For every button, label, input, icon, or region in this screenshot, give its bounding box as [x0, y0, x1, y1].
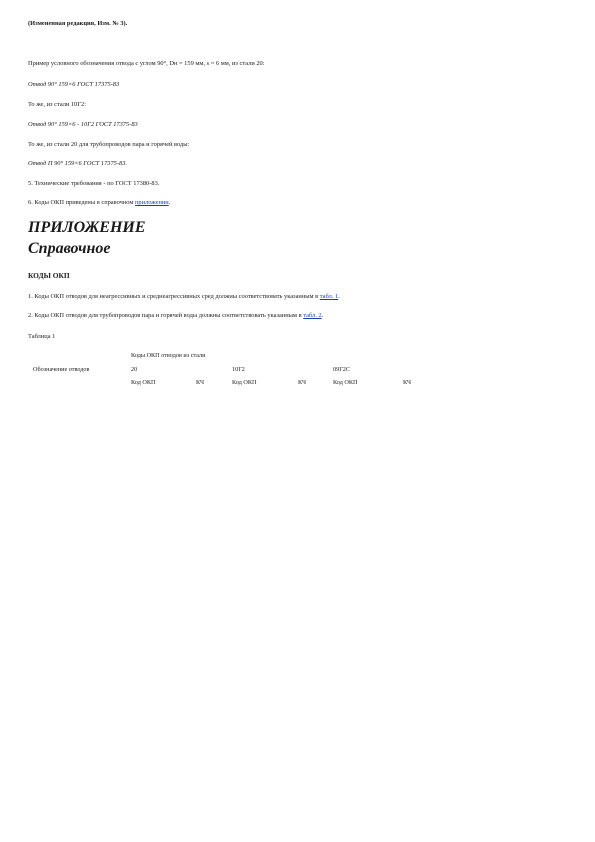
example-intro: Пример условного обозначения отвода с углом 90°, Dн = 159 мм, s = 6 мм, из стали 20:: [28, 60, 265, 67]
steel-20: 20: [131, 366, 138, 373]
subheader-kch-1: КЧ: [196, 379, 205, 386]
paragraph-1: [28, 293, 340, 300]
example-designation-1: Отвод 90° 159×6 ГОСТ 17375-83: [28, 81, 120, 88]
appendix-subtitle: Справочное: [28, 240, 111, 257]
example-designation-3: Отвод П 90° 159×6 ГОСТ 17375-83.: [28, 160, 127, 167]
subheader-kch-3: КЧ: [403, 379, 412, 386]
appendix-link[interactable]: приложении: [135, 199, 169, 206]
item-6-end: .: [168, 199, 171, 206]
subheader-code-3: Код ОКП: [333, 379, 358, 386]
edit-note: (Измененная редакция, Изм. № 3).: [28, 20, 128, 27]
table-2-link[interactable]: табл. 2: [303, 312, 322, 319]
table-label: Таблица 1: [28, 333, 56, 340]
subheader-code-2: Код ОКП: [232, 379, 257, 386]
steel-09g2s: 09Г2С: [333, 366, 350, 373]
subheader-code-1: Код ОКП: [131, 379, 156, 386]
paragraph-2-text: 2. Коды ОКП отводов для трубопроводов пара и горячей воды должны соответствовать указанным в: [28, 312, 304, 319]
table-group-header: Коды ОКП отводов из стали: [131, 352, 206, 359]
item-6-text: 6. Коды ОКП приведены в справочном: [28, 199, 136, 206]
item-6: [28, 199, 170, 206]
paragraph-2: [28, 312, 323, 319]
appendix-title: ПРИЛОЖЕНИЕ: [28, 219, 146, 236]
paragraph-1-end: .: [338, 293, 340, 300]
item-5: 5. Технические требования - по ГОСТ 17380-83.: [28, 180, 160, 187]
same-steam: То же, из стали 20 для трубопроводов пара и горячей воды:: [28, 141, 190, 148]
table-1-link[interactable]: табл. 1: [319, 293, 339, 300]
steel-10g2: 10Г2: [232, 366, 245, 373]
example-designation-2: Отвод 90° 159×6 - 10Г2 ГОСТ 17375-83: [28, 121, 138, 128]
table-row-header: Обозначение отводов: [33, 366, 90, 373]
paragraph-2-end: .: [321, 312, 324, 319]
paragraph-1-text: 1. Коды ОКП отводов для неагрессивных и среднеагрессивных сред должны соответствовать указанным в: [28, 293, 320, 300]
section-heading: КОДЫ ОКП: [28, 271, 70, 280]
same-10g2: То же, из стали 10Г2:: [28, 101, 86, 108]
subheader-kch-2: КЧ: [298, 379, 307, 386]
